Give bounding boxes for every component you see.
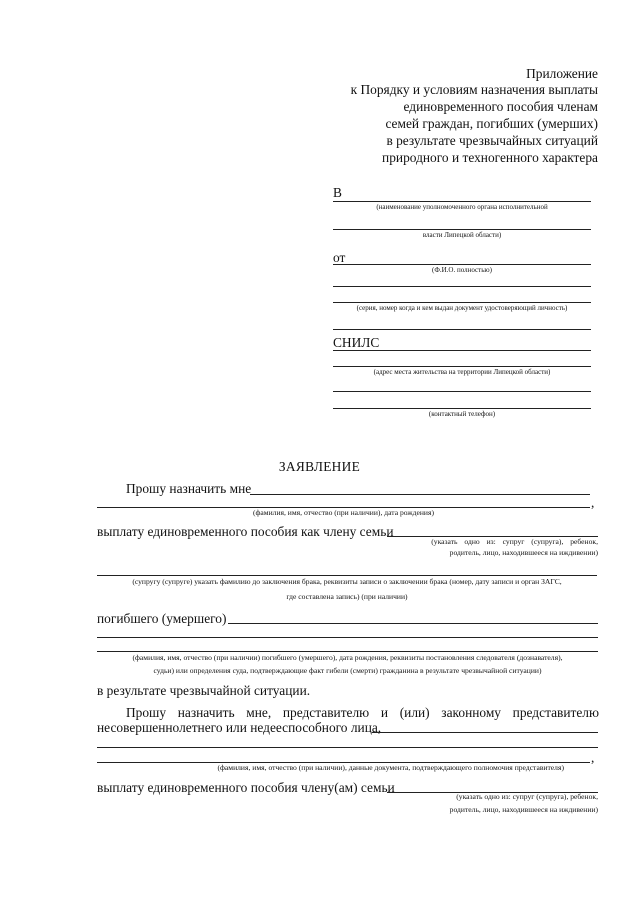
relation2-caption-1: (указать одно из: супруг (супруга), ребенок, xyxy=(456,792,598,801)
applicant-field[interactable] xyxy=(250,494,590,495)
representative-caption: (фамилия, имя, отчество (при наличии), данные документа, подтверждающего полномочия представителя) xyxy=(217,763,564,772)
from-caption: (Ф.И.О. полностью) xyxy=(432,266,492,274)
appendix-title: Приложение xyxy=(526,66,598,81)
representative-field-2[interactable] xyxy=(97,747,598,748)
identity-doc-field[interactable] xyxy=(333,302,591,303)
relation2-caption-2: родитель, лицо, находившееся на иждивении) xyxy=(449,805,598,814)
deceased-label: погибшего (умершего) xyxy=(97,611,227,626)
phone-field[interactable] xyxy=(333,408,591,409)
comma-2: , xyxy=(591,750,595,765)
representative-field[interactable] xyxy=(372,732,598,733)
from-prefix: от xyxy=(333,250,346,265)
snils-label: СНИЛС xyxy=(333,335,380,350)
appendix-line-3: семей граждан, погибших (умерших) xyxy=(385,116,598,131)
spouse-caption-1: (супругу (супруге) указать фамилию до заключения брака, реквизиты записи о заключении брака (номер, дату записи и орган ЗАГС, xyxy=(132,577,562,586)
to-authority-field-2[interactable] xyxy=(333,229,591,230)
address-field[interactable] xyxy=(333,366,591,367)
from-name-field[interactable] xyxy=(333,264,591,265)
to-authority-field[interactable] xyxy=(333,201,591,202)
representative-line-2: несовершеннолетнего или недееспособного лица, xyxy=(97,720,382,735)
appendix-line-1: к Порядку и условиям назначения выплаты xyxy=(350,82,598,97)
statement-title: ЗАЯВЛЕНИЕ xyxy=(278,459,361,474)
representative-line-1: Прошу назначить мне, представителю и (или) законному представителю xyxy=(126,705,599,720)
to-prefix: В xyxy=(333,185,342,200)
request-label: Прошу назначить мне xyxy=(126,481,252,496)
phone-caption: (контактный телефон) xyxy=(428,410,496,418)
snils-field[interactable] xyxy=(333,350,591,351)
relation-caption-1: (указать одно из: супруг (супруга), ребенок, xyxy=(431,537,598,546)
deceased-caption-1: (фамилия, имя, отчество (при наличии) погибшего (умершего), дата рождения, реквизиты постановления следователя (дознавателя), xyxy=(132,653,563,662)
deceased-field-3[interactable] xyxy=(97,651,598,652)
identity-doc-field-2[interactable] xyxy=(333,329,591,330)
appendix-line-2: единовременного пособия членам xyxy=(403,99,598,114)
identity-doc-caption: (серия, номер когда и кем выдан документ удостоверяющий личность) xyxy=(356,304,568,312)
relation-caption-2: родитель, лицо, находившееся на иждивении) xyxy=(449,548,598,557)
comma-1: , xyxy=(591,495,595,510)
payment-members-label: выплату единовременного пособия члену(ам) семьи xyxy=(97,780,395,795)
spouse-caption-2: где составлена запись) (при наличии) xyxy=(286,592,408,601)
applicant-caption: (фамилия, имя, отчество (при наличии), дата рождения) xyxy=(252,508,435,517)
payment-family-label: выплату единовременного пособия как члену семьи xyxy=(97,524,394,539)
deceased-caption-2: судьи) или определения суда, подтверждающие факт гибели (смерти) гражданина в результате чрезвычайной ситуации) xyxy=(153,666,542,675)
spouse-details-field[interactable] xyxy=(97,575,597,576)
appendix-line-4: в результате чрезвычайных ситуаций xyxy=(386,133,598,148)
deceased-field[interactable] xyxy=(228,623,598,624)
address-field-2[interactable] xyxy=(333,391,591,392)
to-caption-2: власти Липецкой области) xyxy=(422,231,502,239)
to-caption-1: (наименование уполномоченного органа исполнительной xyxy=(376,203,548,211)
appendix-line-5: природного и техногенного характера xyxy=(382,150,598,165)
from-name-field-2[interactable] xyxy=(333,286,591,287)
deceased-field-2[interactable] xyxy=(97,637,598,638)
address-caption: (адрес места жительства на территории Липецкой области) xyxy=(373,368,551,376)
emergency-text: в результате чрезвычайной ситуации. xyxy=(97,683,311,698)
